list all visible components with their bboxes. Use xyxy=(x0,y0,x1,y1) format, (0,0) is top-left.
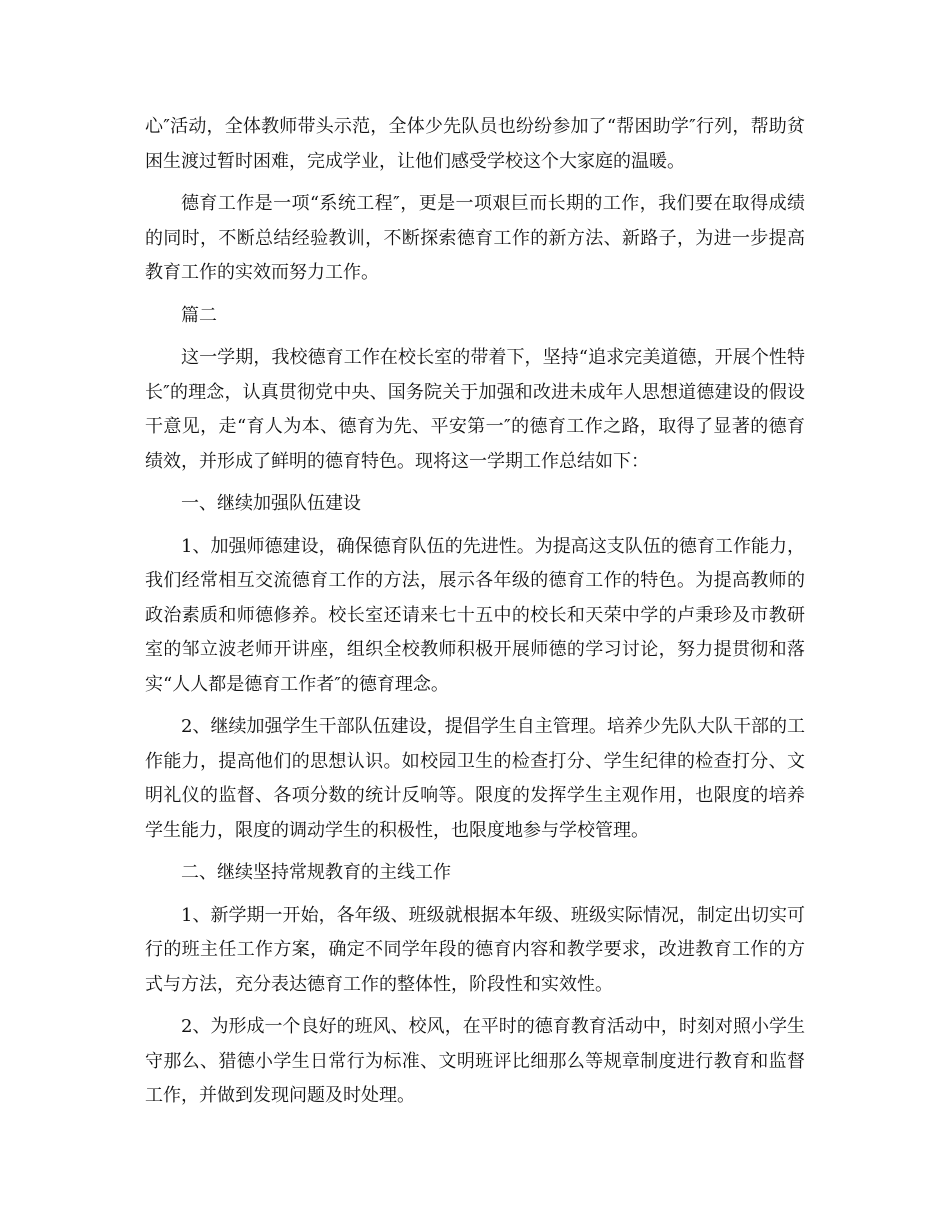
paragraph: 德育工作是一项“系统工程″，更是一项艰巨而长期的工作，我们要在取得成绩的同时，不断总结经验教训，不断探索德育工作的新方法、新路子，为进一步提高教育工作的实效而努力工作。 xyxy=(145,193,805,283)
section-heading: 一、继续加强队伍建设 xyxy=(181,493,361,514)
paragraph: 这一学期，我校德育工作在校长室的带着下，坚持“追求完美道德，开展个性特长″的理念，认真贯彻党中央、国务院关于加强和改进未成年人思想道德建设的假设干意见，走“育人为本、德育为先、平安第一″的德育工作之路，取得了显著的德育绩效，并形成了鲜明的德育特色。现将这一学期工作总结如下： xyxy=(145,347,805,472)
paragraph: 1、加强师德建设，确保德育队伍的先进性。为提高这支队伍的德育工作能力，我们经常相互交流德育工作的方法，展示各年级的德育工作的特色。为提高教师的政治素质和师德修养。校长室还请来七十五中的校长和天荣中学的卢秉珍及市教研室的邹立波老师开讲座，组织全校教师积极开展师德的学习讨论，努力提贯彻和落实“人人都是德育工作者″的德育理念。 xyxy=(145,535,805,695)
paragraph: 心″活动，全体教师带头示范，全体少先队员也纷纷参加了“帮困助学″行列，帮助贫困生渡过暂时困难，完成学业，让他们感受学校这个大家庭的温暖。 xyxy=(145,116,805,172)
paragraph: 2、为形成一个良好的班风、校风，在平时的德育教育活动中，时刻对照小学生守那么、猎德小学生日常行为标准、文明班评比细那么等规章制度进行教育和监督工作，并做到发现问题及时处理。 xyxy=(145,1016,805,1106)
section-heading: 二、继续坚持常规教育的主线工作 xyxy=(181,862,451,883)
paragraph: 2、继续加强学生干部队伍建设，提倡学生自主管理。培养少先队大队干部的工作能力，提高他们的思想认识。如校园卫生的检查打分、学生纪律的检查打分、文明礼仪的监督、各项分数的统计反响等。限度的发挥学生主观作用，也限度的培养学生能力，限度的调动学生的积极性，也限度地参与学校管理。 xyxy=(145,716,805,841)
section-heading: 篇二 xyxy=(181,304,217,326)
document-body xyxy=(145,110,805,1122)
paragraph: 1、新学期一开始，各年级、班级就根据本年级、班级实际情况，制定出切实可行的班主任工作方案，确定不同学年段的德育内容和教学要求，改进教育工作的方式与方法，充分表达德育工作的整体性，阶段性和实效性。 xyxy=(145,904,805,995)
